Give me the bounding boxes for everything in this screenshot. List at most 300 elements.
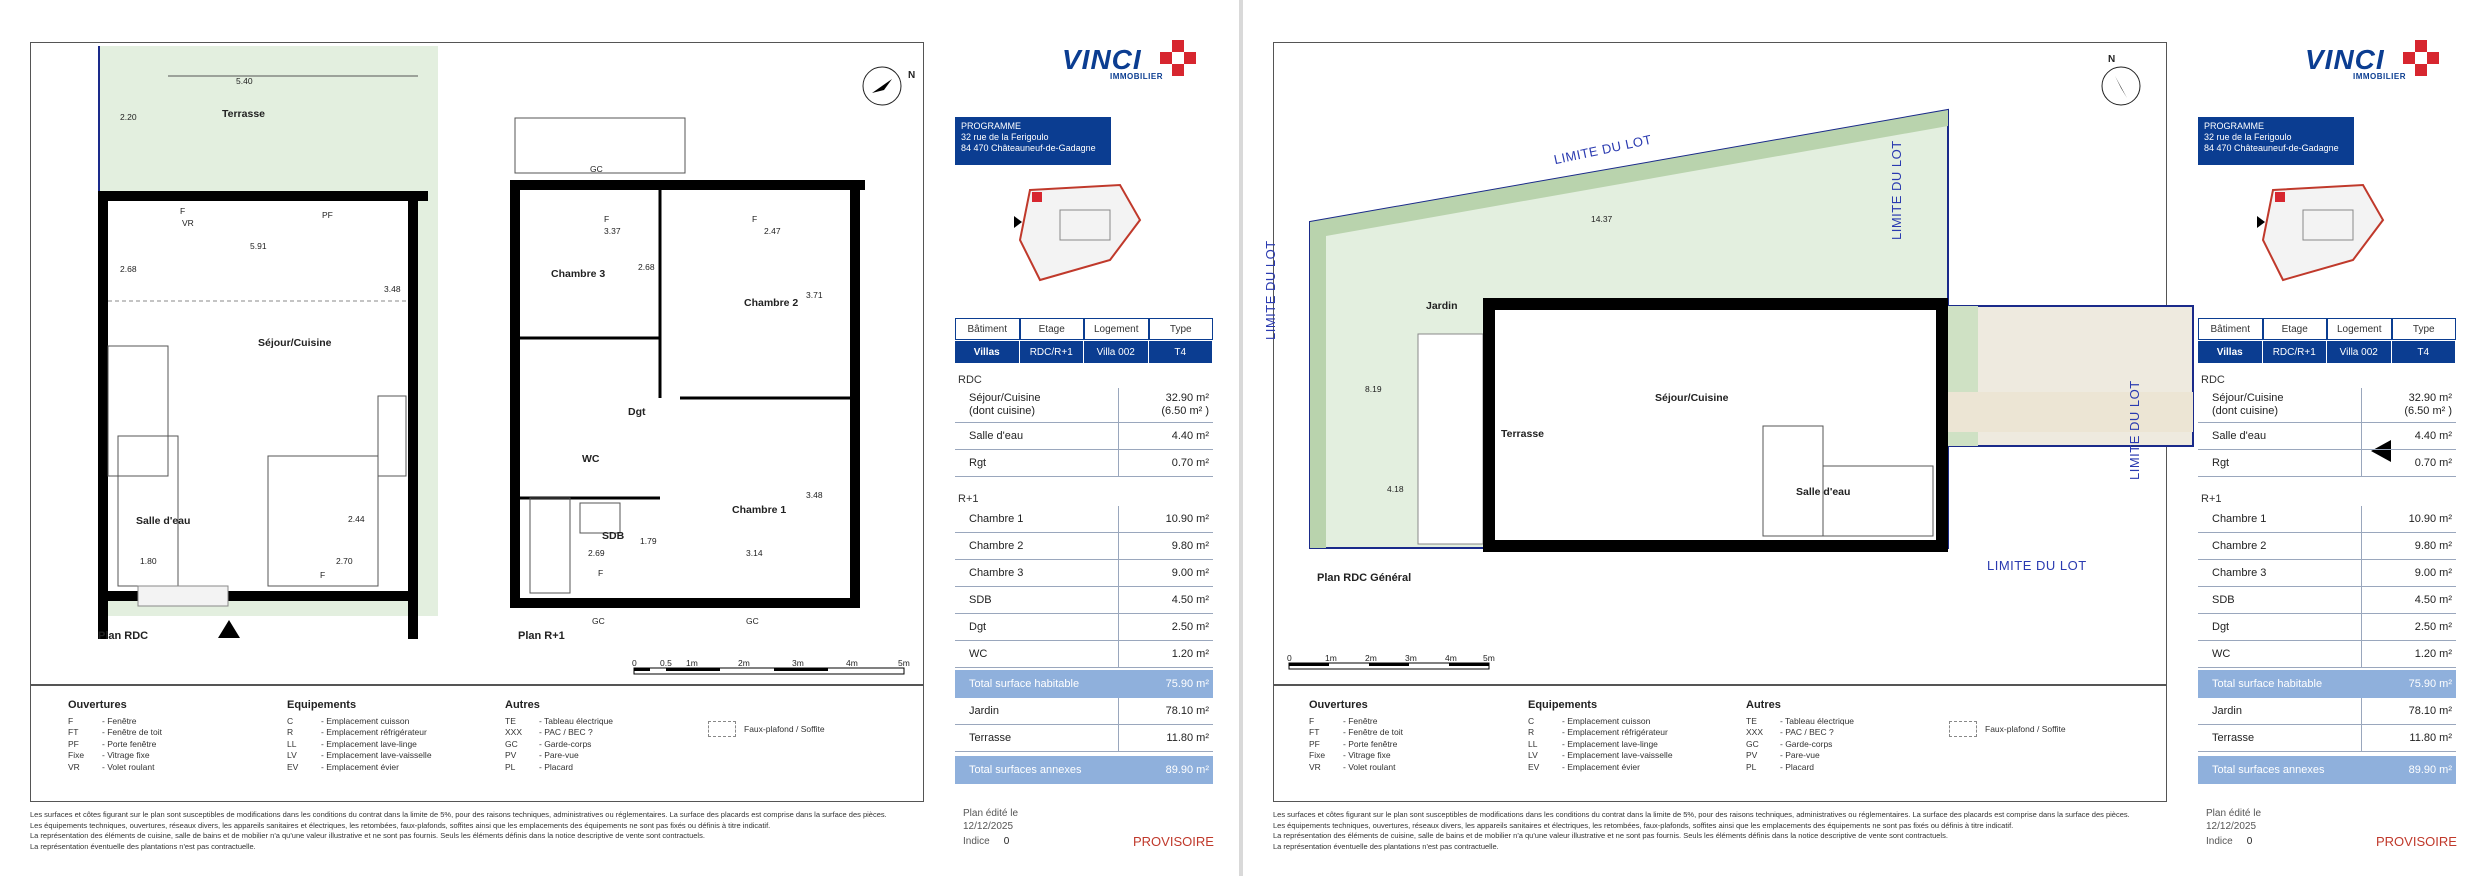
surface-name-sub: (dont cuisine) — [2212, 405, 2279, 417]
legend-key: Fixe — [1309, 750, 1326, 760]
scale-tick-4: 4m — [1445, 653, 1457, 663]
room-chambre3: Chambre 3 — [551, 268, 606, 280]
surface-value: 9.80 m² — [2361, 533, 2456, 559]
value-etage: RDC/R+1 — [1020, 341, 1085, 363]
surface-row — [955, 423, 1213, 450]
surface-row — [2198, 423, 2456, 450]
surface-name: Salle d'eau — [969, 430, 1024, 442]
surface-name: Séjour/Cuisine — [969, 392, 1041, 404]
disclaimer-line: La représentation des éléments de cuisine, salle de bains et de mobilier n'a qu'une valeur illustrative et ne sont pas fournis. Seuls les éléments définis dans la notice descriptive de vente sont contractuels. — [30, 831, 705, 840]
surface-value: 9.00 m² — [2361, 560, 2456, 586]
dim-rdc-7: 1.80 — [140, 556, 157, 566]
header-logement: Logement — [1084, 318, 1149, 340]
dim-r1-4: 3.71 — [806, 290, 823, 300]
scale-bar — [634, 668, 904, 676]
vinci-logo — [1062, 40, 1202, 86]
legend-value: - Emplacement lave-linge — [1562, 738, 1658, 749]
lot-limit-far-right: LIMITE DU LOT — [2127, 380, 2142, 480]
surface-value-sub: (6.50 m² ) — [1161, 405, 1209, 417]
north-arrow-icon — [862, 66, 902, 106]
legend-ouvertures — [68, 700, 162, 773]
disclaimer — [1273, 810, 2173, 852]
legend-key: XXX — [505, 727, 523, 737]
surface-name: Chambre 3 — [2212, 567, 2267, 579]
surface-value: 4.50 m² — [1118, 587, 1213, 613]
header-type: Type — [1149, 318, 1214, 340]
legend-value: - Garde-corps — [1780, 738, 1833, 749]
program-box — [2198, 117, 2354, 165]
program-label: PROGRAMME — [961, 121, 1022, 131]
surface-name: Dgt — [969, 621, 987, 633]
surface-name: SDB — [969, 594, 992, 606]
lot-table-values — [2198, 341, 2456, 363]
surface-value: 2.50 m² — [2361, 614, 2456, 640]
sheet-rdc-general — [1243, 0, 2482, 876]
annexe-surfaces — [955, 698, 1213, 752]
legend-frame — [1273, 684, 2167, 802]
legend-value: - Porte fenêtre — [1343, 738, 1398, 749]
legend-key: LV — [1528, 750, 1538, 760]
surface-value: 1.20 m² — [2361, 641, 2456, 667]
surface-name: Jardin — [969, 705, 999, 717]
dim-r1-8: 3.14 — [746, 548, 763, 558]
plan-rdc-label: Plan RDC — [98, 630, 149, 642]
legend-value: - Placard — [539, 761, 574, 772]
scale-tick-0: 0 — [1287, 653, 1292, 663]
value-type: T4 — [1149, 341, 1214, 363]
legend-key: XXX — [1746, 727, 1764, 737]
vinci-logo — [2305, 40, 2445, 86]
legend-key: LL — [1528, 738, 1538, 749]
disclaimer-line: Les équipements techniques, ouvertures, réseaux divers, les appareils sanitaires et électriques, les retombées, faux-plafonds, soffites ainsi que les emplacements des équipements ne sont pas fixés ou définis à titre indicatif. — [30, 820, 771, 830]
scale-tick-2: 2m — [1365, 653, 1377, 663]
brand-sub: IMMOBILIER — [2353, 72, 2406, 81]
legend-key: FT — [68, 727, 79, 737]
legend-value: - Porte fenêtre — [102, 738, 157, 749]
program-label: PROGRAMME — [2204, 121, 2265, 131]
legend-equipements — [287, 700, 432, 773]
faux-plafond-swatch — [708, 721, 736, 737]
legend-value: - Emplacement évier — [321, 761, 399, 772]
lot-limit-left: LIMITE DU LOT — [1263, 240, 1278, 340]
total-annexes-label: Total surfaces annexes — [969, 764, 1082, 776]
dim-rdc-5: 3.48 — [384, 284, 401, 294]
room-wc: WC — [582, 453, 600, 465]
lot-table-values — [955, 341, 1213, 363]
legend-key: C — [287, 715, 294, 726]
section-rdc-title: RDC — [958, 374, 982, 386]
room-salle-eau-rdc: Salle d'eau — [136, 515, 191, 527]
legend-autres-title: Autres — [1746, 699, 1781, 711]
plan-r1-drawing — [505, 118, 865, 618]
surface-name: Terrasse — [2212, 732, 2255, 744]
legend-value: - Fenêtre de toit — [102, 727, 163, 737]
surface-row — [955, 560, 1213, 587]
legend-key: C — [1528, 715, 1535, 726]
legend-value: - Emplacement lave-linge — [321, 738, 417, 749]
dim-r1-7: 1.79 — [640, 536, 657, 546]
north-label: N — [2108, 54, 2116, 65]
indice — [963, 836, 1009, 847]
surface-row — [955, 506, 1213, 533]
surface-value: 9.00 m² — [1118, 560, 1213, 586]
legend-key: EV — [1528, 761, 1540, 772]
dim-r1-6: 2.69 — [588, 548, 605, 558]
total-annexes — [955, 756, 1213, 784]
legend-value: - Fenêtre de toit — [1343, 727, 1404, 737]
surface-row — [955, 533, 1213, 560]
lot-table-header — [2198, 318, 2456, 340]
north-label: N — [908, 70, 916, 81]
dim-r1-2: 2.47 — [764, 226, 781, 236]
surface-row — [2198, 506, 2456, 533]
legend-key: PF — [68, 738, 79, 749]
dim-rdc-8: 2.70 — [336, 556, 353, 566]
surface-value: 4.50 m² — [2361, 587, 2456, 613]
surface-name: Chambre 1 — [2212, 513, 2267, 525]
surface-value: 4.40 m² — [2361, 423, 2456, 449]
legend-value: - Tableau électrique — [539, 715, 614, 726]
dim-general-1: 14.37 — [1591, 214, 1613, 224]
disclaimer-line: Les surfaces et côtes figurant sur le plan sont susceptibles de modifications dans les conditions du contrat dans la limite de 5%, pour des raisons techniques, administratives ou réglementaires. La surface des placards est comprise dans la surface des pièces. — [30, 810, 887, 819]
room-chambre2: Chambre 2 — [744, 297, 799, 309]
plan-r1-label: Plan R+1 — [518, 630, 565, 642]
legend-value: - Emplacement réfrigérateur — [321, 727, 427, 737]
legend-value: - Emplacement réfrigérateur — [1562, 727, 1668, 737]
surface-value: 10.90 m² — [1118, 506, 1213, 532]
mark-r1-5: GC — [746, 616, 759, 626]
dim-general-3: 4.18 — [1387, 484, 1404, 494]
disclaimer-line: Les surfaces et côtes figurant sur le plan sont susceptibles de modifications dans les conditions du contrat dans la limite de 5%, pour des raisons techniques, administratives ou réglementaires. La surface des placards est comprise dans la surface des pièces. — [1273, 810, 2130, 819]
program-address2: 84 470 Châteauneuf-de-Gadagne — [961, 143, 1096, 153]
value-logement: Villa 002 — [2327, 341, 2392, 363]
legend-key: EV — [287, 761, 299, 772]
scale-tick-1: 1m — [1325, 653, 1337, 663]
r1-surfaces — [955, 506, 1213, 668]
surface-row — [955, 614, 1213, 641]
program-address1: 32 rue de la Ferigoulo — [2204, 132, 2292, 142]
section-rdc-title: RDC — [2201, 374, 2225, 386]
indice-label: Indice — [2206, 836, 2233, 847]
header-logement: Logement — [2327, 318, 2392, 340]
surface-value: 9.80 m² — [1118, 533, 1213, 559]
faux-plafond-label: Faux-plafond / Soffite — [1985, 724, 2066, 734]
surface-row — [2198, 641, 2456, 668]
surface-name: Chambre 3 — [969, 567, 1024, 579]
surface-value: 11.80 m² — [1118, 725, 1213, 751]
lot-limit-bottom: LIMITE DU LOT — [1987, 558, 2087, 573]
scale-tick-5: 5m — [1483, 653, 1495, 663]
scale-tick-5: 4m — [846, 658, 858, 668]
legend-key: PL — [1746, 761, 1757, 772]
legend-key: GC — [1746, 738, 1759, 749]
mark-rdc-2: VR — [182, 218, 194, 228]
legend-frame — [30, 684, 924, 802]
legend-key: GC — [505, 738, 518, 749]
status-provisoire: PROVISOIRE — [1133, 834, 1214, 849]
legend-key: TE — [505, 715, 516, 726]
legend-faux-plafond — [1949, 721, 2066, 737]
faux-plafond-swatch — [1949, 721, 1977, 737]
legend-key: F — [68, 715, 74, 726]
surface-row — [2198, 388, 2456, 423]
room-sejour-general: Séjour/Cuisine — [1655, 392, 1729, 404]
mark-r1-4: GC — [592, 616, 605, 626]
header-etage: Etage — [1020, 318, 1085, 340]
room-chambre1: Chambre 1 — [732, 504, 787, 516]
indice — [2206, 836, 2252, 847]
header-batiment: Bâtiment — [2198, 318, 2263, 340]
surface-name: Rgt — [969, 457, 987, 469]
room-terrasse-rdc: Terrasse — [222, 108, 266, 120]
header-batiment: Bâtiment — [955, 318, 1020, 340]
surface-row — [2198, 560, 2456, 587]
surface-name-sub: (dont cuisine) — [969, 405, 1036, 417]
dim-r1-1: 3.37 — [604, 226, 621, 236]
total-annexes — [2198, 756, 2456, 784]
rdc-surfaces — [2198, 388, 2456, 477]
surface-value: 78.10 m² — [1118, 698, 1213, 724]
edition-info — [963, 807, 1018, 833]
surface-value: 1.20 m² — [1118, 641, 1213, 667]
surface-name: Chambre 1 — [969, 513, 1024, 525]
surface-name: Chambre 2 — [969, 540, 1024, 552]
surface-name: WC — [2212, 648, 2231, 660]
value-type: T4 — [2392, 341, 2457, 363]
legend-ouvertures-title: Ouvertures — [1309, 699, 1368, 711]
surface-value: 0.70 m² — [1118, 450, 1213, 476]
legend-ouvertures-title: Ouvertures — [68, 699, 127, 711]
surface-name: Rgt — [2212, 457, 2230, 469]
surface-row — [2198, 450, 2456, 477]
total-habitable-value: 75.90 m² — [2408, 678, 2452, 690]
value-logement: Villa 002 — [1084, 341, 1149, 363]
legend-value: - PAC / BEC ? — [1780, 727, 1834, 737]
legend-faux-plafond — [708, 721, 825, 737]
surface-row — [2198, 587, 2456, 614]
total-annexes-value: 89.90 m² — [1165, 764, 1209, 776]
legend-key: R — [287, 727, 294, 737]
surface-value: 10.90 m² — [2361, 506, 2456, 532]
total-habitable — [2198, 670, 2456, 698]
legend-key: PV — [1746, 750, 1758, 760]
surface-row — [955, 587, 1213, 614]
legend-value: - Emplacement lave-vaisselle — [1562, 750, 1673, 760]
indice-label: Indice — [963, 836, 990, 847]
surface-row — [955, 641, 1213, 668]
legend-ouvertures — [1309, 700, 1403, 773]
surface-name: SDB — [2212, 594, 2235, 606]
faux-plafond-label: Faux-plafond / Soffite — [744, 724, 825, 734]
room-dgt: Dgt — [628, 406, 646, 418]
room-sdb: SDB — [602, 530, 625, 542]
vinci-mark-icon — [1160, 40, 1196, 76]
legend-value: - Fenêtre — [102, 715, 137, 726]
scale-tick-0: 0 — [632, 658, 637, 668]
section-r1-title: R+1 — [958, 493, 979, 505]
dim-r1-3: 2.68 — [638, 262, 655, 272]
disclaimer-line: Les équipements techniques, ouvertures, réseaux divers, les appareils sanitaires et électriques, les retombées, faux-plafonds, soffites ainsi que les emplacements des équipements ne sont pas fixés ou définis à titre indicatif. — [1273, 820, 2014, 830]
legend-autres — [1746, 700, 1854, 773]
surface-value: 78.10 m² — [2361, 698, 2456, 724]
scale-tick-1: 0.5 — [660, 658, 672, 668]
value-batiment: Villas — [955, 341, 1020, 363]
legend-value: - Pare-vue — [539, 750, 579, 760]
r1-surfaces — [2198, 506, 2456, 668]
total-habitable-value: 75.90 m² — [1165, 678, 1209, 690]
legend-equipements-title: Equipements — [1528, 699, 1598, 711]
legend-key: VR — [68, 761, 80, 772]
dim-rdc-4: 2.68 — [120, 264, 137, 274]
surface-value-sub: (6.50 m² ) — [2404, 405, 2452, 417]
surface-name: Séjour/Cuisine — [2212, 392, 2284, 404]
dim-general-2: 8.19 — [1365, 384, 1382, 394]
indice-value: 0 — [1003, 836, 1010, 847]
legend-value: - Pare-vue — [1780, 750, 1820, 760]
legend-value: - Emplacement cuisson — [321, 715, 410, 726]
plan-general-drawing — [1308, 106, 2128, 556]
legend-key: PV — [505, 750, 517, 760]
program-box — [955, 117, 1111, 165]
scale-tick-3: 3m — [1405, 653, 1417, 663]
room-jardin: Jardin — [1426, 300, 1458, 312]
legend-key: VR — [1309, 761, 1321, 772]
legend-key: R — [1528, 727, 1535, 737]
surface-value: 11.80 m² — [2361, 725, 2456, 751]
plan-general-label: Plan RDC Général — [1317, 572, 1412, 584]
mark-rdc-1: F — [180, 206, 186, 216]
mark-r1-6: F — [598, 568, 604, 578]
lot-limit-right: LIMITE DU LOT — [1889, 140, 1904, 240]
legend-key: Fixe — [68, 750, 85, 760]
room-terrasse-general: Terrasse — [1501, 428, 1545, 440]
total-habitable — [955, 670, 1213, 698]
dim-rdc-6: 2.44 — [348, 514, 365, 524]
surface-name: WC — [969, 648, 988, 660]
legend-value: - Fenêtre — [1343, 715, 1378, 726]
total-habitable-label: Total surface habitable — [2212, 678, 2323, 690]
header-type: Type — [2392, 318, 2457, 340]
total-habitable-label: Total surface habitable — [969, 678, 1080, 690]
vinci-mark-icon — [2403, 40, 2439, 76]
lot-limit-top: LIMITE DU LOT — [1552, 131, 1654, 168]
program-address1: 32 rue de la Ferigoulo — [961, 132, 1049, 142]
disclaimer — [30, 810, 930, 852]
surface-row — [2198, 533, 2456, 560]
legend-value: - Tableau électrique — [1780, 715, 1855, 726]
scale-tick-2: 1m — [686, 658, 698, 668]
dim-rdc-1: 5.40 — [236, 76, 253, 86]
disclaimer-line: La représentation éventuelle des plantations n'est pas contractuelle. — [30, 841, 256, 851]
surface-name: Salle d'eau — [2212, 430, 2267, 442]
annexe-surfaces — [2198, 698, 2456, 752]
legend-key: PF — [1309, 738, 1320, 749]
brand-sub: IMMOBILIER — [1110, 72, 1163, 81]
rdc-surfaces — [955, 388, 1213, 477]
legend-value: - Emplacement lave-vaisselle — [321, 750, 432, 760]
surface-value: 32.90 m² — [2408, 392, 2452, 404]
status-provisoire: PROVISOIRE — [2376, 834, 2457, 849]
legend-value: - Volet roulant — [102, 761, 155, 772]
plan-rdc-drawing — [88, 46, 448, 626]
mark-rdc-3: PF — [322, 210, 333, 220]
legend-autres-title: Autres — [505, 699, 540, 711]
lot-table-header — [955, 318, 1213, 340]
scale-bar — [1289, 663, 1489, 671]
scale-tick-3: 2m — [738, 658, 750, 668]
scale-tick-6: 5m — [898, 658, 910, 668]
sheet-rdc-r1 — [0, 0, 1239, 876]
surface-row — [2198, 698, 2456, 725]
mark-r1-3: F — [752, 214, 758, 224]
surface-name: Terrasse — [969, 732, 1012, 744]
entry-arrow-icon — [218, 620, 240, 640]
dim-rdc-2: 2.20 — [120, 112, 137, 122]
site-map-thumbnail — [2243, 170, 2443, 310]
surface-row — [955, 388, 1213, 423]
dim-r1-5: 3.48 — [806, 490, 823, 500]
brand-name: VINCI — [1062, 44, 1142, 75]
edition-info — [2206, 807, 2261, 833]
legend-key: F — [1309, 715, 1315, 726]
surface-value: 4.40 m² — [1118, 423, 1213, 449]
legend-key: LL — [287, 738, 297, 749]
legend-key: LV — [287, 750, 297, 760]
scale-tick-4: 3m — [792, 658, 804, 668]
surface-name: Chambre 2 — [2212, 540, 2267, 552]
indice-value: 0 — [2246, 836, 2253, 847]
dim-rdc-3: 5.91 — [250, 241, 267, 251]
disclaimer-line: La représentation éventuelle des plantations n'est pas contractuelle. — [1273, 841, 1499, 851]
surface-row — [955, 698, 1213, 725]
surface-row — [955, 725, 1213, 752]
edition-date: 12/12/2025 — [2206, 821, 2257, 832]
surface-name: Dgt — [2212, 621, 2230, 633]
north-arrow-icon — [2101, 66, 2141, 106]
surface-value: 32.90 m² — [1165, 392, 1209, 404]
brand-name: VINCI — [2305, 44, 2385, 75]
header-etage: Etage — [2263, 318, 2328, 340]
edition-label: Plan édité le — [2206, 808, 2262, 819]
legend-value: - Placard — [1780, 761, 1815, 772]
value-batiment: Villas — [2198, 341, 2263, 363]
mark-rdc-4: F — [320, 570, 326, 580]
program-address2: 84 470 Châteauneuf-de-Gadagne — [2204, 143, 2339, 153]
legend-value: - PAC / BEC ? — [539, 727, 593, 737]
surface-row — [2198, 614, 2456, 641]
mark-r1-2: F — [604, 214, 610, 224]
site-map-thumbnail — [1000, 170, 1200, 310]
legend-equipements — [1528, 700, 1673, 773]
surface-value: 0.70 m² — [2361, 450, 2456, 476]
room-sejour-rdc: Séjour/Cuisine — [258, 337, 332, 349]
legend-value: - Emplacement évier — [1562, 761, 1640, 772]
legend-key: PL — [505, 761, 516, 772]
legend-autres — [505, 700, 613, 773]
legend-equipements-title: Equipements — [287, 699, 357, 711]
edition-date: 12/12/2025 — [963, 821, 1014, 832]
section-r1-title: R+1 — [2201, 493, 2222, 505]
legend-value: - Emplacement cuisson — [1562, 715, 1651, 726]
legend-value: - Volet roulant — [1343, 761, 1396, 772]
total-annexes-value: 89.90 m² — [2408, 764, 2452, 776]
surface-row — [955, 450, 1213, 477]
legend-key: FT — [1309, 727, 1320, 737]
surface-name: Jardin — [2212, 705, 2242, 717]
surface-row — [2198, 725, 2456, 752]
edition-label: Plan édité le — [963, 808, 1019, 819]
legend-value: - Vitrage fixe — [102, 750, 150, 760]
